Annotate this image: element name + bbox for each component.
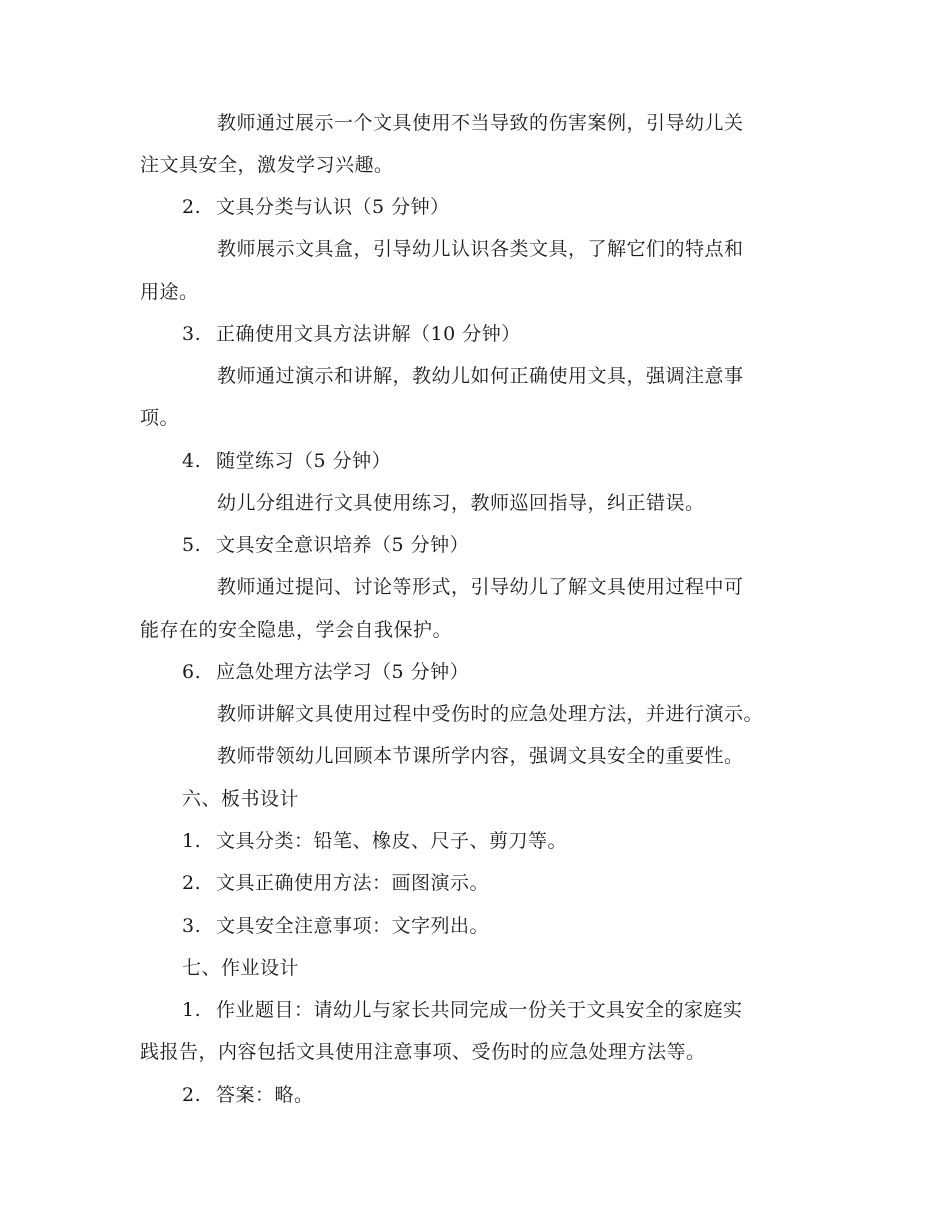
board-item-2	[182, 871, 489, 895]
item-text: 文具正确使用方法：画图演示。	[216, 872, 490, 894]
step-heading-2	[182, 195, 450, 219]
step-number: 5.	[182, 534, 202, 556]
paragraph-step-2-line-2: 用途。	[140, 281, 199, 303]
step-title: 正确使用文具方法讲解（10 分钟）	[216, 323, 521, 345]
homework-item-1	[182, 998, 743, 1022]
step-title: 文具分类与认识（5 分钟）	[216, 196, 450, 218]
item-text: 作业题目：请幼儿与家长共同完成一份关于文具安全的家庭实	[216, 999, 743, 1021]
paragraph-intro-line-1: 教师通过展示一个文具使用不当导致的伤害案例，引导幼儿关	[217, 112, 744, 134]
item-number: 3.	[182, 915, 202, 937]
item-number: 2.	[182, 872, 202, 894]
paragraph-intro-line-2: 注文具安全，激发学习兴趣。	[140, 154, 394, 176]
paragraph-step-5-line-1: 教师通过提问、讨论等形式，引导幼儿了解文具使用过程中可	[217, 576, 744, 598]
board-item-1	[182, 829, 567, 853]
step-title: 随堂练习（5 分钟）	[216, 450, 392, 472]
step-number: 3.	[182, 323, 202, 345]
paragraph-step-5-line-2: 能存在的安全隐患，学会自我保护。	[140, 619, 453, 641]
section-heading-board-design: 六、板书设计	[182, 788, 300, 810]
step-title: 文具安全意识培养（5 分钟）	[216, 534, 470, 556]
item-number: 2.	[182, 1084, 202, 1106]
item-number: 1.	[182, 999, 202, 1021]
step-number: 2.	[182, 196, 202, 218]
step-heading-4	[182, 449, 391, 473]
step-heading-3	[182, 322, 521, 346]
paragraph-step-2-line-1: 教师展示文具盒，引导幼儿认识各类文具，了解它们的特点和	[217, 238, 744, 260]
board-item-3	[182, 914, 489, 938]
item-text: 文具分类：铅笔、橡皮、尺子、剪刀等。	[216, 830, 568, 852]
item-text: 答案：略。	[216, 1084, 314, 1106]
paragraph-step-4-line-1: 幼儿分组进行文具使用练习，教师巡回指导，纠正错误。	[217, 492, 705, 514]
section-heading-homework-design: 七、作业设计	[182, 957, 300, 979]
step-title: 应急处理方法学习（5 分钟）	[216, 661, 470, 683]
homework-item-2	[182, 1083, 314, 1107]
item-number: 1.	[182, 830, 202, 852]
item-text: 文具安全注意事项：文字列出。	[216, 915, 490, 937]
homework-item-1-line-2: 践报告，内容包括文具使用注意事项、受伤时的应急处理方法等。	[140, 1041, 706, 1063]
paragraph-step-3-line-2: 项。	[140, 407, 180, 429]
step-number: 4.	[182, 450, 202, 472]
step-heading-6	[182, 660, 469, 684]
step-heading-5	[182, 533, 469, 557]
paragraph-step-3-line-1: 教师通过演示和讲解，教幼儿如何正确使用文具，强调注意事	[217, 365, 744, 387]
step-number: 6.	[182, 661, 202, 683]
paragraph-step-6-line-1: 教师讲解文具使用过程中受伤时的应急处理方法，并进行演示。	[217, 703, 764, 725]
paragraph-summary-line-1: 教师带领幼儿回顾本节课所学内容，强调文具安全的重要性。	[217, 745, 744, 767]
